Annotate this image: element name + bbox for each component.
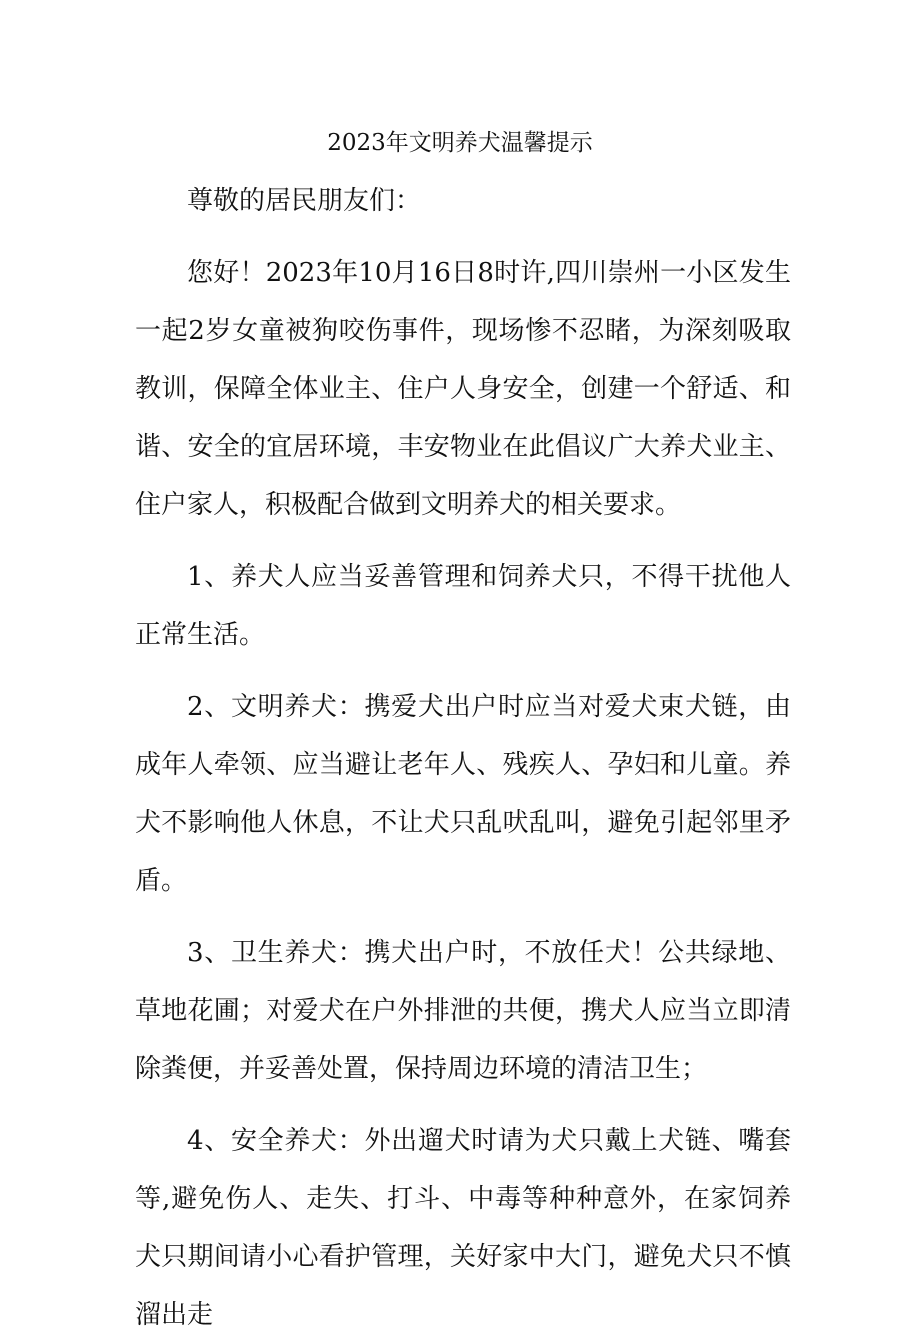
paragraph-rule-1: 1、养犬人应当妥善管理和饲养犬只，不得干扰他人正常生活。 [135, 562, 791, 650]
document-title: 2023年文明养犬温馨提示 [327, 130, 593, 156]
document-body [135, 172, 791, 1344]
paragraph-rule-4: 4、安全养犬：外出遛犬时请为犬只戴上犬链、嘴套等,避免伤人、走失、打斗、中毒等种种意外，在家饲养犬只期间请小心看护管理，关好家中大门，避免犬只不慎溜出走 [135, 1126, 791, 1330]
paragraph-greeting: 您好！2023年10月16日8时许,四川崇州一小区发生一起2岁女童被狗咬伤事件，现场惨不忍睹，为深刻吸取教训，保障全体业主、住户人身安全，创建一个舒适、和谐、安全的宜居环境，丰安物业在此倡议广大养犬业主、住户家人，积极配合做到文明养犬的相关要求。 [135, 258, 791, 520]
paragraph-rule-3: 3、卫生养犬：携犬出户时，不放任犬！公共绿地、草地花圃；对爱犬在户外排泄的共便，携犬人应当立即清除粪便，并妥善处置，保持周边环境的清洁卫生； [135, 938, 791, 1084]
salutation: 尊敬的居民朋友们： [187, 186, 422, 216]
paragraph-rule-2: 2、文明养犬：携爱犬出户时应当对爱犬束犬链，由成年人牵领、应当避让老年人、残疾人、孕妇和儿童。养犬不影响他人休息，不让犬只乱吠乱叫，避免引起邻里矛盾。 [135, 692, 791, 896]
